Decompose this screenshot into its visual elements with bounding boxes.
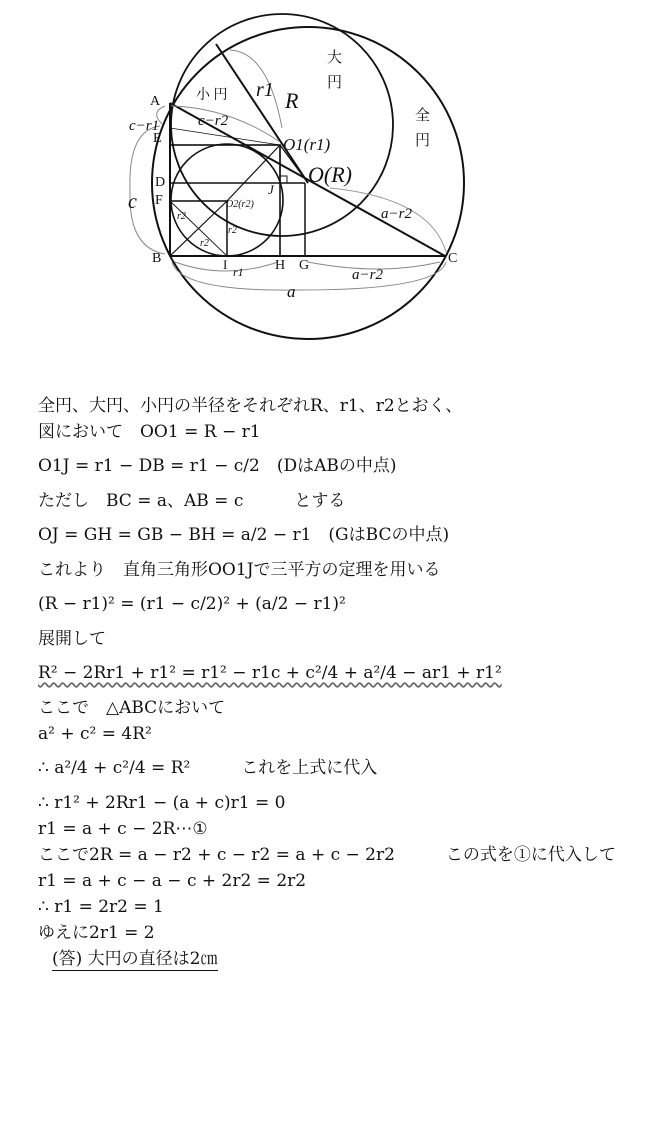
- label-c: c: [128, 191, 137, 213]
- solution-line-13: ∴ r1² + 2Rr1 − (a + c)r1 = 0: [38, 793, 286, 813]
- label-r2-bottom: r2: [200, 238, 209, 249]
- label-r1: r1: [256, 79, 274, 101]
- expansion-equation: R² − 2Rr1 + r1² = r1² − r1c + c²/4 + a²/4 − ar1 + r1²: [38, 663, 502, 683]
- label-e: E: [153, 131, 162, 146]
- solution-line-11: a² + c² = 4R²: [38, 724, 152, 744]
- answer: [52, 948, 218, 971]
- solution-line-7: (R − r1)² = (r1 − c/2)² + (a/2 − r1)²: [38, 594, 346, 614]
- solution-line-12: ∴ a²/4 + c²/4 = R² これを上式に代入: [38, 758, 378, 778]
- label-big-r: R: [285, 88, 299, 113]
- solution-line-5: OJ = GH = GB − BH = a/2 − r1 (GはBCの中点): [38, 525, 450, 545]
- answer-tag: (答): [52, 949, 83, 969]
- solution-line-8: 展開して: [38, 629, 106, 649]
- solution-line-10: ここで △ABCにおいて: [38, 698, 226, 718]
- label-a: a: [287, 282, 296, 301]
- diameter-line: [216, 44, 308, 183]
- answer-line: [38, 946, 658, 972]
- line-e-o1: [170, 128, 280, 145]
- label-g: G: [299, 258, 310, 273]
- label-d: D: [155, 175, 166, 190]
- solution-line-3: O1J = r1 − DB = r1 − c/2 (DはABの中点): [38, 456, 397, 476]
- label-c-minus-r2: c−r2: [198, 113, 229, 129]
- label-o1: O1(r1): [283, 135, 331, 154]
- label-o: O(R): [308, 162, 352, 187]
- geometry-figure: [0, 0, 670, 380]
- solution-text: [38, 393, 658, 972]
- label-a-minus-r2-hyp: a−r2: [381, 206, 412, 222]
- label-c-minus-r1: c−r1: [129, 118, 160, 134]
- solution-line-9: [38, 652, 658, 695]
- label-h: H: [275, 258, 286, 273]
- solution-line-15: ここで2R = a − r2 + c − r2 = a + c − 2r2 この式を①に代入して: [38, 845, 616, 865]
- answer-text: 大円の直径は2㎝: [87, 949, 218, 969]
- solution-line-1: 全円、大円、小円の半径をそれぞれR、r1、r2とおく、: [38, 396, 463, 416]
- label-a: A: [150, 94, 161, 109]
- solution-line-2: 図において OO1 = R − r1: [38, 422, 261, 442]
- label-r1-bottom: r1: [233, 265, 244, 279]
- solution-line-16: r1 = a + c − a − c + 2r2 = 2r2: [38, 871, 307, 891]
- right-angle-mark: [280, 176, 287, 183]
- solution-line-6: これより 直角三角形OO1Jで三平方の定理を用いる: [38, 560, 441, 580]
- solution-line-17: ∴ r1 = 2r2 = 1: [38, 897, 164, 917]
- solution-line-4: ただし BC = a、AB = c とする: [38, 491, 346, 511]
- solution-line-18: ゆえに2r1 = 2: [38, 923, 155, 943]
- label-small-circle: 小 円: [196, 88, 228, 103]
- label-j: J: [268, 182, 274, 197]
- label-full-circle-1: 全: [415, 108, 431, 124]
- label-a-minus-r2-base: a−r2: [352, 267, 383, 283]
- label-r2-mid: r2: [228, 225, 237, 236]
- label-r2-left: r2: [177, 211, 186, 222]
- label-large-circle-1: 大: [327, 50, 343, 66]
- label-large-circle-2: 円: [327, 75, 343, 91]
- label-i: I: [223, 257, 228, 272]
- label-c: C: [448, 251, 458, 266]
- label-full-circle-2: 円: [415, 133, 431, 149]
- solution-line-14: r1 = a + c − 2R⋯①: [38, 819, 208, 839]
- label-o2: O2(r2): [226, 199, 254, 210]
- label-b: B: [152, 251, 162, 266]
- label-f: F: [155, 193, 163, 208]
